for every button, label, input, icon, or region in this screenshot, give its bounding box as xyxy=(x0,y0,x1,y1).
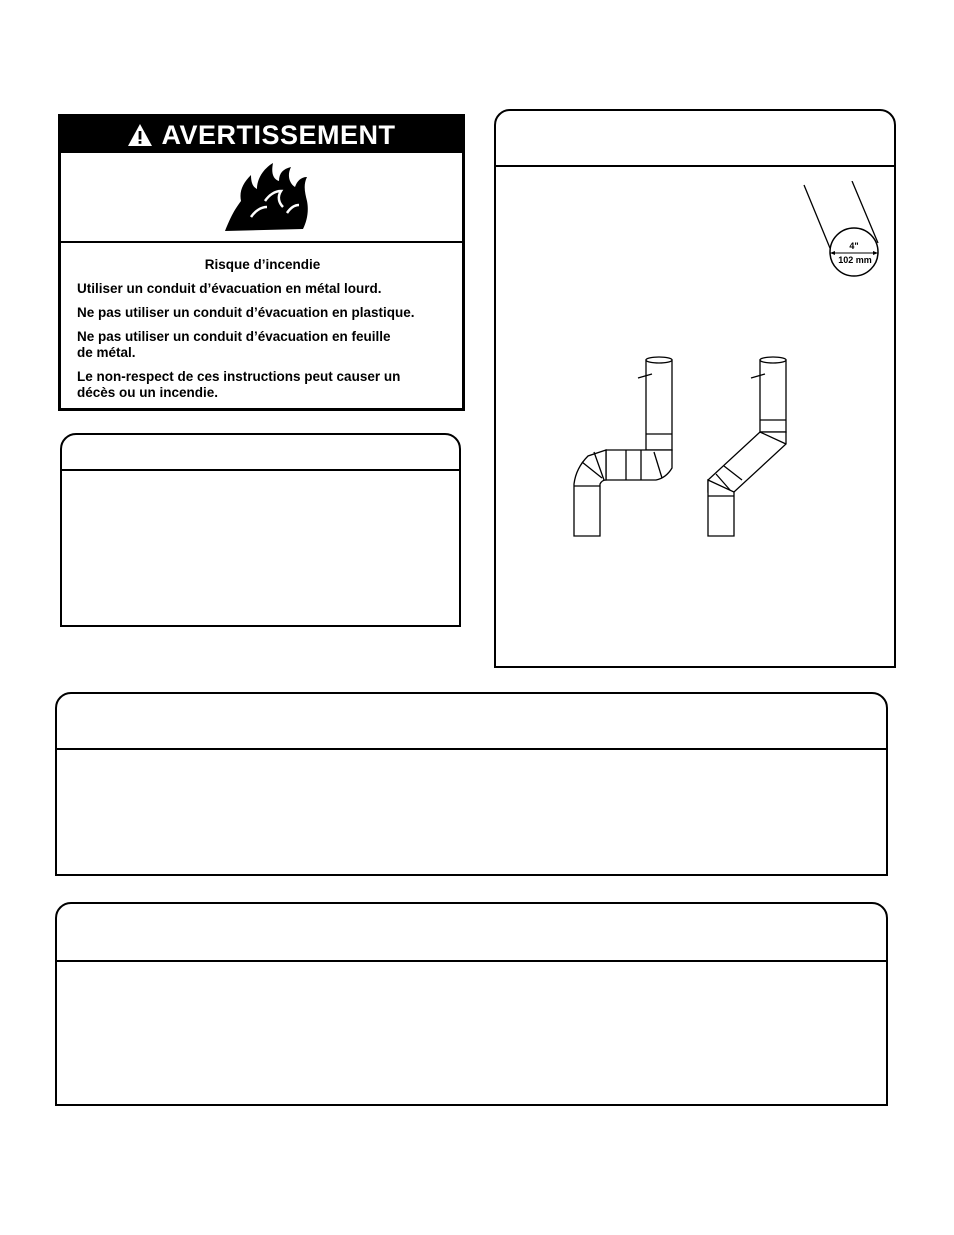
section-divider xyxy=(62,469,459,471)
warning-triangle-icon xyxy=(127,123,153,147)
dimension-inches: 4" xyxy=(849,241,859,251)
duct-assembly-90-elbows xyxy=(574,357,672,536)
warning-line-1: Utiliser un conduit d’évacuation en métal lourd. xyxy=(77,281,382,296)
warning-header xyxy=(61,117,462,153)
warning-line-3: Ne pas utiliser un conduit d’évacuation en feuille de métal. xyxy=(77,329,391,360)
fire-icon xyxy=(221,161,311,233)
section-divider xyxy=(496,165,894,167)
duct-diameter-diagram xyxy=(800,181,892,283)
warning-title: Risque d’incendie xyxy=(204,257,321,272)
warning-icon-area xyxy=(61,153,462,243)
warning-line-4: Le non-respect de ces instructions peut causer un décès ou un incendie. xyxy=(77,369,401,400)
warning-line-2: Ne pas utiliser un conduit d’évacuation en plastique. xyxy=(77,305,415,320)
section-divider xyxy=(57,748,886,750)
empty-section-box-4 xyxy=(55,902,888,1106)
empty-section-box-1 xyxy=(60,433,461,627)
elbow-duct-diagram xyxy=(566,356,806,541)
duct-assembly-45-offset xyxy=(708,357,786,536)
warning-text xyxy=(77,257,448,409)
empty-section-box-3 xyxy=(55,692,888,876)
section-divider xyxy=(57,960,886,962)
vent-diagram-box xyxy=(494,109,896,668)
dimension-mm: 102 mm xyxy=(838,255,872,265)
warning-heading: AVERTISSEMENT xyxy=(161,119,396,150)
warning-box xyxy=(58,114,465,411)
